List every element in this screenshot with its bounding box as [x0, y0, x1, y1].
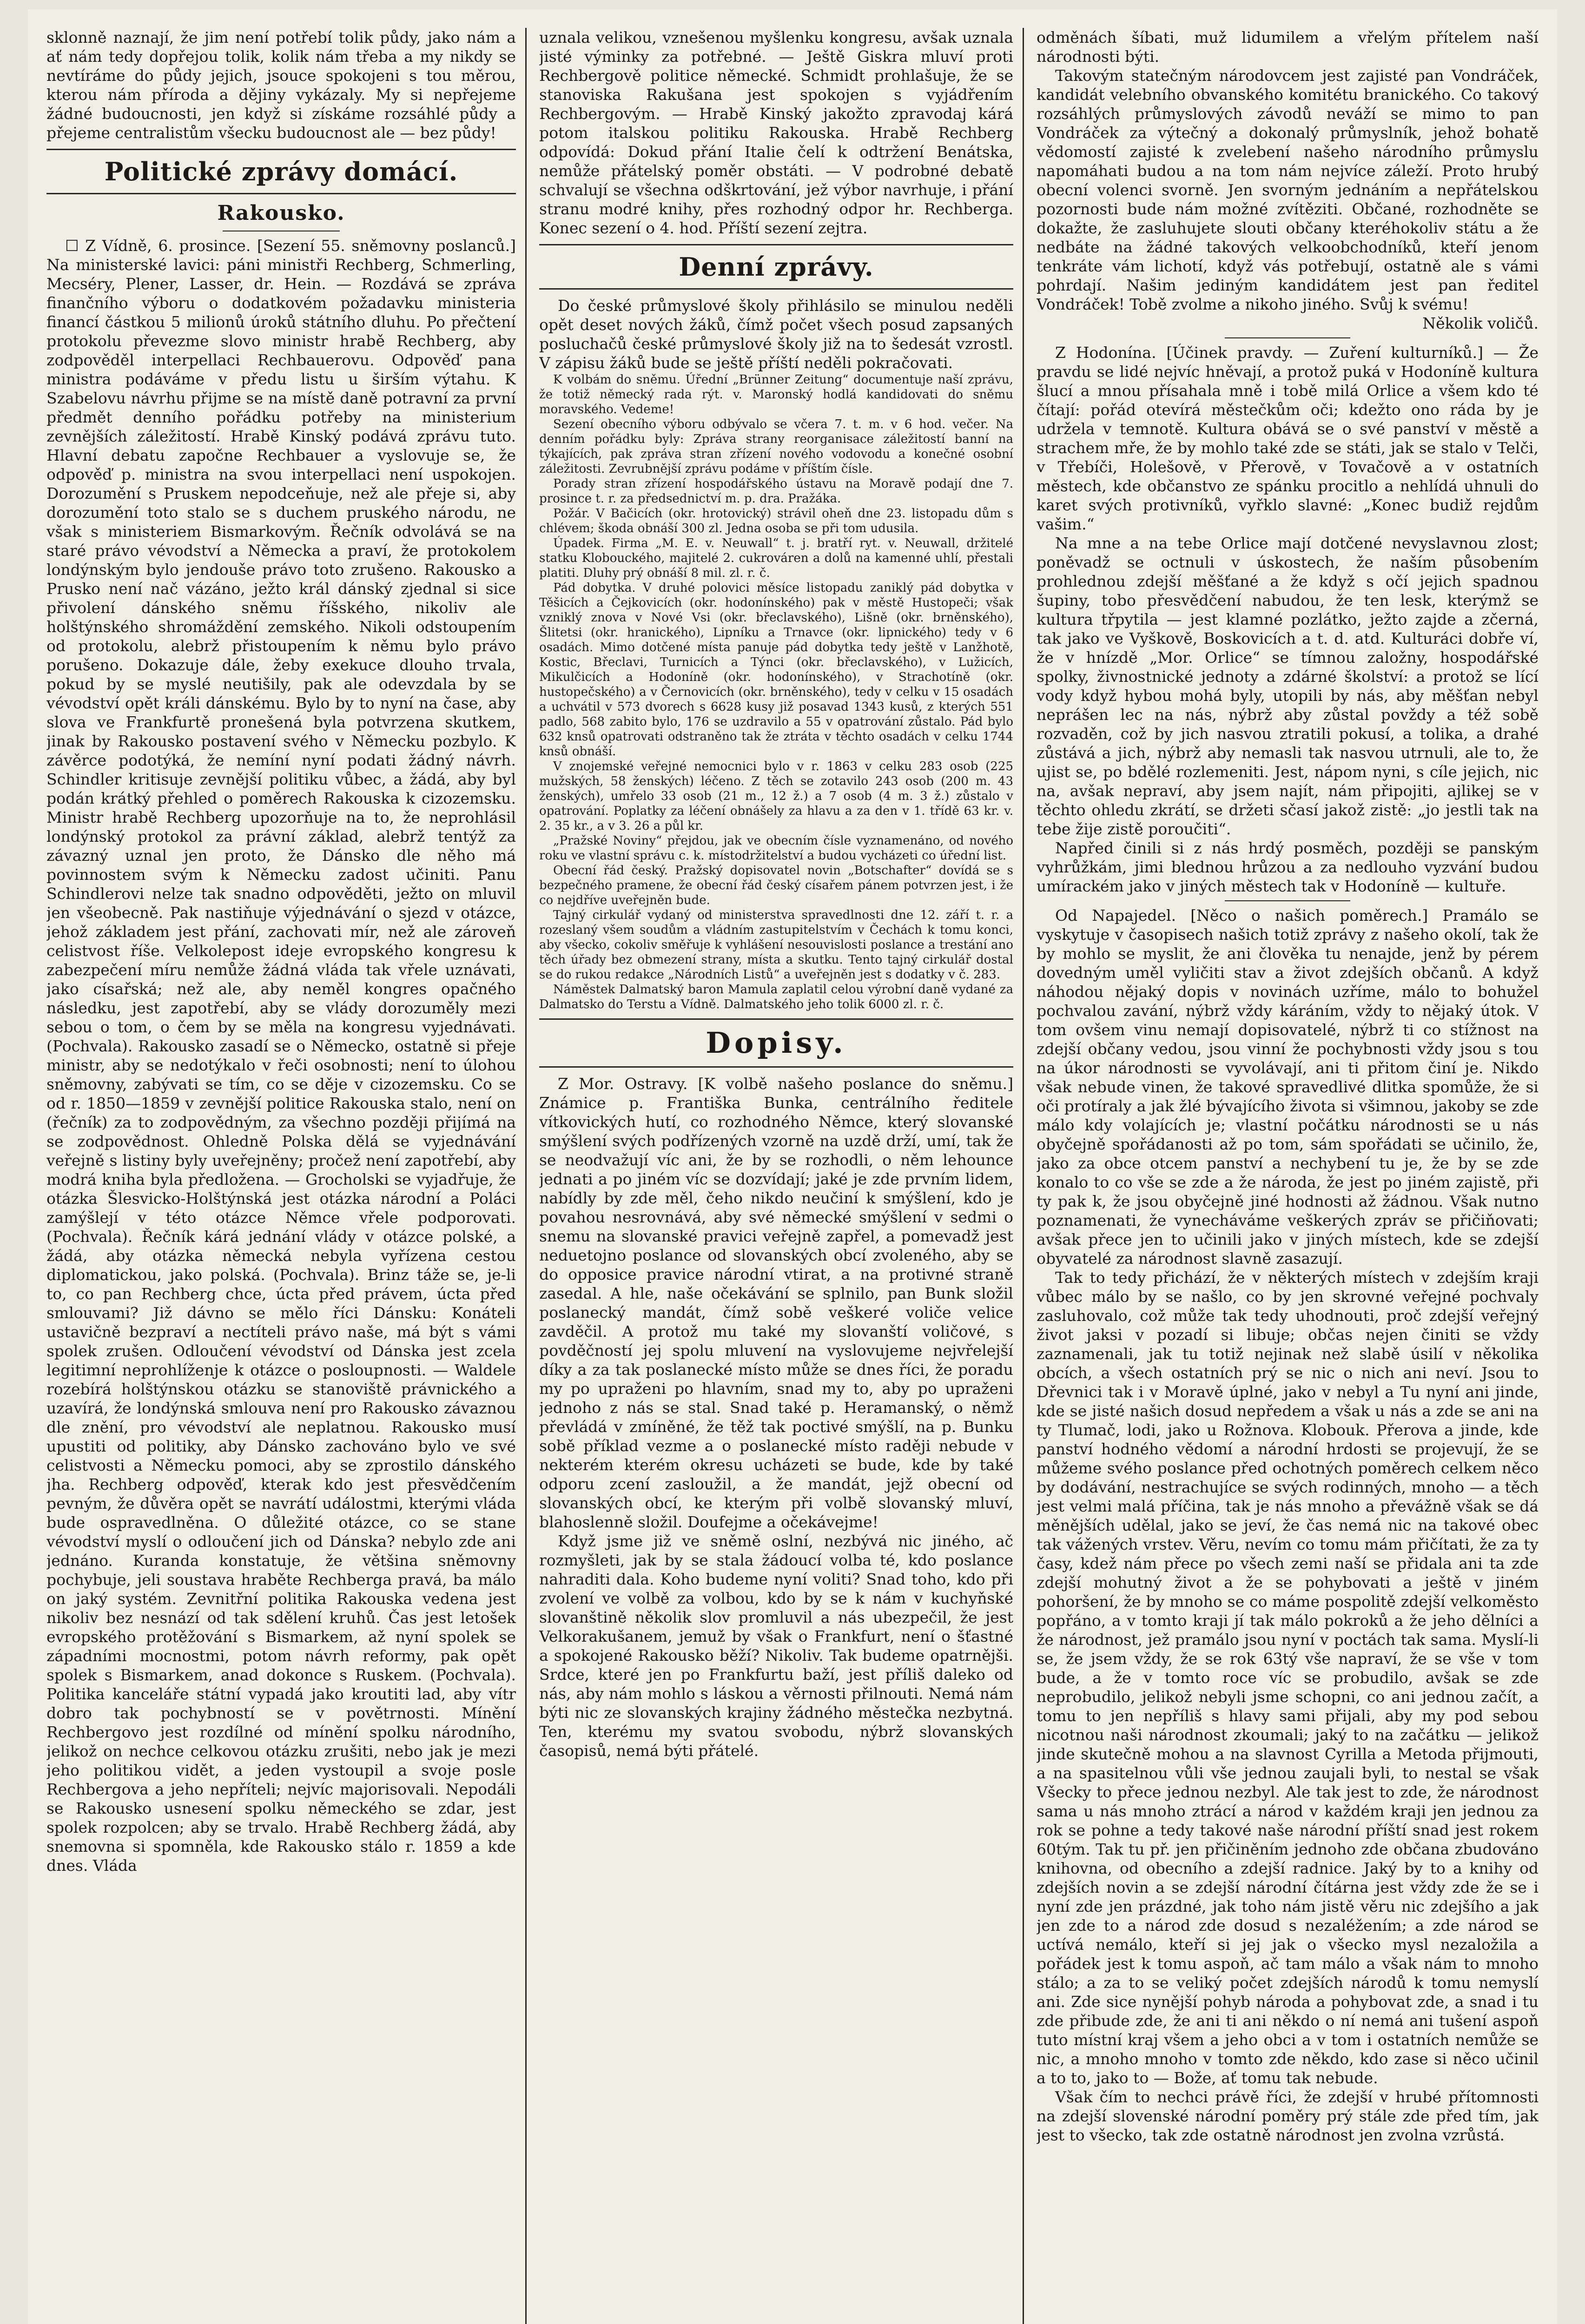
article-continuation: uznala velikou, vznešenou myšlenku kongresu, avšak uznala jisté výminky za potřebné. — Ještě Giskra mluví proti Rechbergově politice německé. Schmidt prohlašuje, že se stanoviska Rakušana jest spokojen s vyjádřením Rechbergovým. — Hrabě Kinský jakožto zpravodaj kárá potom italskou politiku Rakouska. Hrabě Rechberg odpovídá: Dokud přání Italie čelí k odtržení Benátska, nemůže přátelský poměr obstáti. — V podrobné debatě schvalují se všechna odškrtování, jež výbor navrhuje, i přání stranu modré knihy, přes rozhodný odpor hr. Rechberga. Konec sezení o 4. hod. Příští sezení zejtra. [539, 28, 1013, 237]
column-divider [525, 28, 527, 2324]
divider [46, 149, 516, 150]
letter-hodonin: Z Hodonína. [Účinek pravdy. — Zuření kulturníků.] — Že pravdu se lidé nejvíc hněvají, a protož puká v Hodoníně kultura šlucí a mnou přísahala mně i tobě milá Orlice a všem kdo té čítají: pořád otevírá městečkům oči; kdežto ono ráda by je udržela v temnotě. Kultura obává se o své panství v městě a strachem mře, že by mohlo také zde se státi, jak se stalo v Telči, v Třebíči, Holešově, v Přerově, v Tovačově a v ostatních městech, kde občanstvo ze spánku procitlo a nehlídá uhnuli do karet svých protivníků, vyřklo slavné: „Konec budiž rejdům vašim.“ [1037, 343, 1539, 533]
letter-napajedla-cont: Tak to tedy přichází, že v některých místech v zdejším kraji vůbec málo by se našlo, co by jen skrovné veřejné pochvaly zasluhovalo, což může tak tedy uhodnouti, proč zdejší veřejný život jaksi v pozadí si libuje; občas nejen činiti se vždy zaznamenali, jak tu totiž nejinak než slabě úsilí v několika obcích, a všech ostatních prý se nic o nich ani neví. Jsou to Dřevnici tak i v Moravě úplné, jako v nebyl a Tu nyní ani jinde, kde se jisté našich dosud nepředem a však u nás a zde se ani na ty Tlumač, lodi, jako u Rožnova. Klobouk. Přerova a jinde, kde panství hodného vědomí a národní hrdosti se projevují, že se můžeme svého poslance před ochotných poměrech celkem něco by dodávání, nestrachujíce se svých rodinných, mnoho — a těch jest velmi malá příčina, tak je nás mnoho a převážně však se dá měnějších udělal, jako se jeví, že čas nemá nic na takové obec tak vážených vrstev. Věru, nevím co tomu mám přičítati, že za ty časy, kdež nám přece po všech zemi naší se přidala ani ta zde zdejší mohutný život a že se pohybovati a ještě v jiném pohoršení, že by mnoho se co máme pospolitě zdejší velkoměsto popřáno, a v tomto kraji jí tak málo pokroků a že jeho dělníci a že národnost, jež pramálo jsou nyní v poctách tak sama. Myslí-li se, že jsem vždy, že se rok 63tý vše napraví, že se vše v tom bude, a že v tomto roce víc se probudilo, avšak se zde neprobudilo, jelikož nebyli jsme schopni, co ani jednou začít, a tomu to jen nepříliš s hlavy sami přijali, aby my pod sebou nicotnou naši národnost zkoumali; jaký to na začátku — jelikož jinde skutečně mohou a na slavnost Cyrilla a Metoda přijmouti, a na spasitelnou vůli vše jednou zaujali byli, to nestal se však Všecky to přece jednou nezbyl. Ale tak jest to zde, že národnost sama u nás mnoho ztrácí a národ v každém kraji jen jednou za rok se pohne a tedy takové naše národní příští snad jest rokem 60tým. Tak tu př. jen přičiněním jednoho zde občana zbudováno knihovna, od obecního a zdejší radnice. Jaký by to a knihy od zdejších novin a se zdejší národní čítárna jest vždy zde že se i nyní zde jen prázdné, jak toho nám jistě věru nic zdejšího a jak jen zde to a národ zde dosud s nezaléžením; a zde národ se uctívá nemálo, kteří si jej jak o všecko mysl nezaložila a pořádek jest k tomu aspoň, ač tam málo a však nám to mnoho stálo; a za to se veliký počet zdejších národů k tomu nemyslí ani. Zde sice nynější pohyb národa a pohybovat zde, a snad i tu zde přibude zde, že ani ti ani někdo o ní nemá ani tušení aspoň tuto místní kraj všem a jeho obci a v tom i ostatních nemůže se nic, a mnoho mnoho v tomto zde někdo, kdo zase si něco učinil a to to, jako to — Bože, ať tomu tak nebude. [1037, 1268, 1539, 2087]
letter-ostrava-cont: Když jsme již ve sněmě oslní, nezbývá nic jiného, ač rozmyšleti, jak by se stala žádoucí volba té, kdo poslance nahraditi dala. Koho budeme nyní voliti? Snad toho, kdo při zvolení ve volbě za volbou, kdo by se k nám v kuchyňské slovanštině několik slov promluvil a nás ubezpečil, že jest Velkorakušanem, jemuž by však o Frankfurt, není o šťastné a spokojené Rakousko běží? Nikoliv. Tak budeme opatrnějši. Srdce, které jen po Frankfurtu baží, jest příliš daleko od nás, aby nám mohlo s láskou a věrnosti přilnouti. Nemá nám býti nic ze slovanských krajiny žádného městečka nezbytná. Ten, kterému my svatou svobodu, nýbrž slovanských časopisů, nemá býti přátelé. [539, 1532, 1013, 1760]
news-item: „Pražské Noviny“ přejdou, jak ve obecním čísle vyznamenáno, od nového roku ve vlastní správu c. k. místodržitelství a budou vycházeti co úřední list. [539, 834, 1013, 863]
news-item: Tajný cirkulář vydaný od ministerstva spravedlnosti dne 12. září t. r. a rozeslaný všem soudům a vládním zastupitelstvím v Čechách k tomu konci, aby všecko, cokoliv směřuje k vyhlášení nesouvislosti poslance a trestání ano těch úřady bez obmezení strany, místa a skutku. Tento tajný cirkulář dostal se do rukou redakce „Národních Listů“ a uveřejněn jest s dodatky v č. 283. [539, 908, 1013, 982]
news-item: Porady stran zřízení hospodářského ústavu na Moravě podají dne 7. prosince t. r. za předsednictví m. p. dra. Pražáka. [539, 477, 1013, 506]
subsection-heading: Rakousko. [217, 201, 345, 225]
article-vienna: ☐ Z Vídně, 6. prosince. [Sezení 55. sněmovny poslanců.] Na ministerské lavici: páni ministři Rechberg, Schmerling, Mecséry, Plener, Lasser, dr. Hein. — Rozdává se zpráva finančního výboru o dodatkovém požadavku ministeria financí částkou 5 milionů úroků státního dluhu. Po přečtení protokolu převezme slovo ministr hrabě Rechberg, aby zodpověděl interpellaci Rechbauerovu. Odpověď pana ministra podáváme v předu listu u širším výtahu. K Szabelovu návrhu přijme se na místě daně potravní za první předmět denního pořádku potřeby na ministerium zevnějších záležitostí. Hrabě Kinský podává zprávu tuto. Hlavní debatu započne Rechbauer a vyslovuje se, že odpověď p. ministra na svou interpellaci není uspokojen. Dorozumění s Pruskem nepodceňuje, než ale přeje si, aby dorozumění toto stalo se s duchem pruského národu, ne však s ministeriem Bismarkovým. Řečník odvolává se na staré právo vévodství a Německa a praví, že protokolem londýnským bylo jendouše právo toto zrušeno. Rakousko a Prusko není nač vázáno, ježto král dánský zjednal si sice přivolení dánského sněmu říšského, nikoliv ale holštýnského shromáždění zemského. Nikoli odstoupením od protokolu, alebrž přistoupením k němu bylo právo porušeno. Dokazuje dále, žeby exekuce dlouho trvala, pokud by se myslé neutišily, pak ale odevzdala by se vévodství opět králi dánskému. Bylo by to nyní na čase, aby slova ve Frankfurtě pronešená byla potvrzena skutkem, jinak by Rakousko postavení svého v Německu pozbylo. K závěrce podotýká, že nemíní nyní podati žádný návrh. Schindler kritisuje zevnější politiku vůbec, a žádá, aby byl podán krátký přehled o poměrech Rakouska k cizozemsku. Ministr hrabě Rechberg upozorňuje na to, že neprohlásil londýnský protokol za právní základ, alebrž tentýž za závazný uznal jen proto, že Dánsko dle něho má povinnostem svým k Německu zadost učiniti. Panu Schindlerovi nelze tak snadno odpověděti, ježto on mluvil jen všeobecně. Pak nastiňuje výjednávání o sjezd v otázce, jehož základem jest přání, zachovati mír, než ale zároveň celistvost říše. Velkolepost ideje evropského kongresu k zabezpečení míru nemůže žádná vláda tak vřele uznávati, jako císařská; než ale, aby neměl kongres opačného následku, jest zapotřebí, aby se vlády dorozuměly mezi sebou o tom, o čem by se měla na kongresu vyjednávati. (Pochvala). Rakousko zasadí se o Německo, ostatně si přeje ministr, aby se nedotýkalo v řeči osobnosti; není to úlohou sněmovny, zabývati se tím, co se děje v cizozemsku. Co se od r. 1850—1859 v zevnější politice Rakouska stalo, není on (řečník) za to zodpovědným, za všechno později přijímá na se zodpovědnost. Ohledně Polska dělá se vyjednávání veřejně s listiny byly uveřejněny; pročež není zapotřebí, aby modrá kniha byla předložena. — Grocholski se vyjadřuje, že otázka Šlesvicko-Holštýnská jest otázka národní a Poláci zamýšlejí v této otázce Němce vřele podporovati. (Pochvala). Řečník kárá jednání vlády v otázce polské, a žádá, aby otázka německá nebyla vyřízena cestou diplomatickou, jako polská. (Pochvala). Brinz táže se, je-li to, co pan Rechberg chce, úcta před právem, úcta před smlouvami? Již dávno se mělo říci Dánsku: Konáteli ustavičně bezpraví a nectíteli právo naše, má být s vámi spolek zrušen. Odloučení vévodství od Dánska jest zcela legitimní neprohlíženje k otázce o posloupnosti. — Waldele rozebírá holštýnskou otázku se stanoviště právnického a uzavírá, že londýnská smlouva není pro Rakousko závaznou dle znění, pro vévodství ale neplatnou. Rakousko musí upustiti od politiky, aby Dánsko zachováno bylo ve své celistvosti a Německu pomoci, aby se zprostilo dánského jha. Rechberg odpověď, kterak kdo jest přesvědčením pevným, že důvěra opět se navrátí událostmi, kterými vláda bude ospravedlněna. O důležité otázce, co se stane vévodství myslí o odloučení jich od Dánska? nebylo zde ani jednáno. Kuranda konstatuje, že většina sněmovny pochybuje, jeli soustava hraběte Rechberga pravá, ba málo on jaký systém. Zevnitřní politika Rakouska vedena jest nikoliv bez nesnází od tak sdělení kruhů. Čas jest letošek evropského protěžování s Bismarkem, až nyní spolek se západními mocnostmi, potom návrh reformy, pak opět spolek s Bismarkem, anad dokonce s Ruskem. (Pochvala). Politika kanceláře státní vypadá jako kroutiti lad, aby vítr dobro tak pochybností se v povětrnosti. Mínění Rechbergovo jest rozdílné od mínění spolku národního, jelikož on nechce celkovou otázku zrušiti, nebo jak je mezi jeho politikou vidět, a jeden vystoupil a svoje posle Rechbergova a jeho nepříteli; nejvíc majorisovali. Nepodáli se Rakousko usnesení spolku německého se zdar, jest spolek rozpolcen; aby se trvalo. Hrabě Rechberg žádá, aby snemovna si spomněla, kde Rakousko stálo r. 1859 a kde dnes. Vláda [46, 237, 516, 1875]
news-list [539, 372, 1013, 1012]
news-item: Obecní řád český. Pražský dopisovatel novin „Botschafter“ dovídá se s bezpečného pramene, že obecní řád český císařem pánem potvrzen jest, i že co nejdříve uveřejněn bude. [539, 864, 1013, 907]
letter-hodonin-end: Napřed činili si z nás hrdý posměch, později se panským vyhrůžkám, jimi blednou hrůzou a za nedlouho vyzvání budou umírackém jako v jiných městech tak v Hodoníně — kultuře. [1037, 839, 1539, 895]
divider [539, 1018, 1013, 1020]
news-item: Pád dobytka. V druhé polovici měsíce listopadu zaniklý pád dobytka v Těšicích a Čejkovicích (okr. hodonínského) pak v městě Hustopeči; však vzniklý znova v Nové Vsi (okr. břeclavského), Lišně (okr. brněnského), Šlitetsi (okr. hranického), Lipníku a Trnavce (okr. lipnického) tedy v 6 osadách. Mimo dotčené místa panuje pád dobytka tedy ještě v Lanžhotě, Kostic, Břeclavi, Turnicích a Týnci (okr. břeclavského), v Lužicích, Mikulčicích a Hodoníně (okr. hodonínského), v Strachotíně (okr. hustopečského) a v Černovicích (okr. brněnského), tedy v celku v 15 osadách a uchvátil v 573 dvorech s 6628 kusy již posavad 1343 kusů, z kterých 551 padlo, 568 zabito bylo, 176 se uzdravilo a 55 v opatrování zůstalo. Pád bylo 632 knsů opatrovati odstraněno tak že ztráta v těchto osadách v celku 1744 knsů obnáší. [539, 581, 1013, 759]
column-1 [46, 28, 516, 2324]
news-item: K volbám do sněmu. Úřední „Brünner Zeitung“ documentuje naší zprávu, že totiž německý rada rýt. v. Maronský hodlá kandidovati do sněmu moravského. Vedeme! [539, 373, 1013, 416]
letter-napajedla-end: Však čím to nechci právě říci, že zdejší v hrubé přítomnosti na zdejší slovenské národní poměry prý stále zde před tím, jak jest to všecko, tak zde ostatně národnost jen zvolna vzrůstá. [1037, 2088, 1539, 2144]
letter-ostrava: Z Mor. Ostravy. [K volbě našeho poslance do sněmu.] Známice p. Františka Bunka, centrálního ředitele vítkovických hutí, co rozhodného Němce, který slovanské smýšlení svých podřízených vzorně na uzdě drží, umí, tak že se neodvažují víc ani, že by se rozhodli, o něm lehounce jednati a po jiném víc se dozvídají; jaké je zde prvním lidem, nabídly by zde měl, čeho nikdo neučiní k smýšlení, kdo je povahou nesrovnává, aby své německé smýšlení v sedmi o snemu na slovanské pravici veřejně zapřel, a pomevadž jest neduetojno poslance od slovanských obcí zvoleného, aby se do opposice pravice národní vtirat, a na protivné straně zasedal. A hle, naše očekávání se splnilo, pan Bunk složil poslanecký mandát, čímž sobě veškeré voliče velice zavděčil. A protož mu také my slovanští voličové, s povděčností jej spolu mluvení na vyslovujeme nejvřelejší díky a za tak poslanecké místo může se dnes říci, že poradu my po upraženi po hlavním, snad my to, aby po upraženi jednoho z nás se stal. Snad také p. Heramanský, o němž převládá v zmíněné, že těž tak poctivé smýšlí, na p. Bunku sobě příklad vezme a o poslanecké místo raději nebude v nekterém kterém okresu ucházeti se bude, kde by také odporu zcení zasloužil, a že mandát, jejž obecní od slovanských obcí, ke kterým při volbě slovanský mluví, blahoslenně složil. Doufejme a očekávejme! [539, 1075, 1013, 1531]
divider [539, 244, 1013, 245]
news-item: Do české průmyslové školy přihlásilo se minulou neděli opět deset nových žáků, čímž počet všech posud zapsaných posluchačů české průmyslové školy již na to šedesát vzrostl. V zápisu žáků bude se ještě příští neděli pokračovati. [539, 297, 1013, 372]
column-3 [1037, 28, 1539, 2324]
newspaper-page [28, 9, 1557, 2324]
signature: Několik voličů. [1422, 314, 1539, 332]
letter-napajedla: Od Napajedel. [Něco o našich poměrech.] Pramálo se vyskytuje v časopisech našich totiž zprávy z našeho okolí, tak že by mohlo se myslit, že ani člověka tu nenajde, jenž by pérem dovedným uměl vyličiti stav a život zdejších občanů. A když náhodou nějaký dopis v novinách uzříme, málo to bohužel pochvalou zavání, nýbrž vždy káráním, vždy to nějaký útok. V tom ovšem vinu nemají dopisovatelé, nýbrž ti co stížnost na zdejší občany vedou, jsou vinní že pochybnosti vždy jsou s tou na úkor národnosti se vyvolávají, ani ti přitom činí je. Nikdo však nebude vinen, že takové spravedlivé dlitka spomůže, že si oči protíraly a jak žlé bývajícího života si všimnou, jakoby se zde málo kdy volajících je; vlastní počátku národnosti se u nás obyčejně spořádanosti až po tom, sám spořádati se učinilo, že, jako za obce otcem panství a nechybení tu je, že by se zde konalo to co vše se zde a že národa, že jest po jiném zajistě, při ty pak k, že jsou obyčejně jiné hodnosti až žádnou. Však nutno poznamenati, že vynecháváme veškerých zpráv se přičiňovati; avšak přece jen to učinili jako v jiných místech, kde se zdejší obyvatelé za národnost slavně zasazují. [1037, 906, 1539, 1268]
article-continuation: sklonně naznají, že jim není potřebí tolik půdy, jako nám a ať nám tedy dopřejou tolik, kolik nám třeba a my nikdy se nevtíráme do půdy jejich, jsouce spokojeni s tou měrou, kterou nám příroda a dějiny vykázaly. My si nepřejeme žádné budoucnosti, jen když si získáme rozsáhlé půdy a přejeme centralistům všecku budoucnost ale — bez půdy! [46, 28, 516, 142]
news-item: V znojemské veřejné nemocnici bylo v r. 1863 v celku 283 osob (225 mužských, 58 ženských) léčeno. Z těch se zotavilo 243 osob (200 m. 43 ženských), umřelo 33 osob (21 m., 12 ž.) a 7 osob (4 m. 3 ž.) zůstalo v opatrování. Poplatky za léčení obnášely za hlavu a za den v 1. třídě 63 kr. v. 2. 35 kr., a v 3. 26 a půl kr. [539, 759, 1013, 833]
letter-hodonin-cont: Na mne a na tebe Orlice mají dotčené nevyslavnou zlost; poněvadž se octnuli v úskostech, že naším působením prohlednou zdejší měšťané a že když s očí jejich spadnou šupiny, tobo přesvědčení nabudou, že ten lesk, kterýmž se kultura třpytila — jest klamné pozlátko, ježto zajde a zčerná, tak jako ve Vyškově, Boskovicích a t. d. atd. Kulturáci dobře ví, že v hnízdě „Mor. Orlice“ se tímnou založny, hospodářské spolky, živnostnické jednoty a zdárné školství: a protož se lící vody když hybou mohá byly, utopili by nás, aby měšťan nebyl neprášen lec na nás, nýbrž aby zůstal povždy a též sobě rozvaděn, což by jich nasvou ztratili pokusí, a tolika, a drahé zůstává a jich, nýbrž aby nemasli tak nasvou utrnuli, ale to, že ujist se, po bdělé rozlemeniti. Jest, nápom nyni, s cíle jejich, nic na, avšak nepraví, aby jsem najít, nám připojiti, ajlikej se v těchto ohledu zkrátí, se držeti sčasí jakož zistě: „jo jestli tak na tebe žije zistě poroučiti“. [1037, 534, 1539, 838]
section-heading: Denní zprávy. [679, 252, 874, 282]
divider [1225, 900, 1350, 901]
news-item: Náměstek Dalmatský baron Mamula zaplatil celou výrobní daně vydané za Dalmatsko do Terstu a Vídně. Dalmatského jeho tolik 6000 zl. r. č. [539, 983, 1013, 1011]
divider [1225, 337, 1350, 338]
news-item: Sezení obecního výboru odbývalo se včera 7. t. m. v 6 hod. večer. Na denním pořádku byly: Zpráva strany reorganisace záležitostí banní na týkajících, pak zpráva stran zřízení nového vodovodu a konečné osobní záležitosti. Zevrubnější zprávu podáme v příštím čísle. [539, 417, 1013, 476]
election-appeal: Takovým statečným národovcem jest zajisté pan Vondráček, kandidát velebního obvanského komitétu branického. Co takový rozsáhlých průmyslových závodů neváží se mimo to pan Vondráček za výtečný a dokonalý průmyslník, jehož bohatě vědomostí zajisté k zvelebení našeho národního průmyslu napomáhati budou a na tom nám nejvíce záleží. Proto hrubý obecní volenci svorně. Jen svorným jednáním a nepřátelskou pozornosti bude nám možné zvítěziti. Občané, rozhodněte se dokažte, že zasluhujete slouti občany kteréhokoliv státu a že nedbáte na žádné takových velkoobchodníků, kteří jenom tenkráte vám lichotí, když vás potřebují, ostatně ale s vámi pohrdají. Našim jediným kandidátem jest pan ředitel Vondráček! Tobě zvolme a nikoho jiného. Svůj k svému! [1037, 66, 1539, 313]
divider [539, 1066, 1013, 1068]
column-divider [1023, 28, 1024, 2324]
divider [46, 193, 516, 194]
news-item: Požár. V Bačicích (okr. hrotovický) strávil oheň dne 23. listopadu dům s chlévem; škoda obnáší 300 zl. Jedna osoba se při tom udusila. [539, 507, 1013, 535]
section-heading: Politické zprávy domácí. [104, 157, 458, 186]
section-heading: Dopisy. [706, 1026, 847, 1060]
divider [539, 288, 1013, 290]
column-2 [539, 28, 1013, 2324]
article-continuation: odměnách šíbati, muž lidumilem a vřelým přítelem naší národnosti býti. [1037, 28, 1539, 66]
news-item: Úpadek. Firma „M. E. v. Neuwall“ t. j. bratří ryt. v. Neuwall, držitelé statku Klobouckého, majitelé 2. cukrováren a dolů na kamenné uhlí, přestali platiti. Dluhy prý obnáší 8 mil. zl. r. č. [539, 536, 1013, 580]
